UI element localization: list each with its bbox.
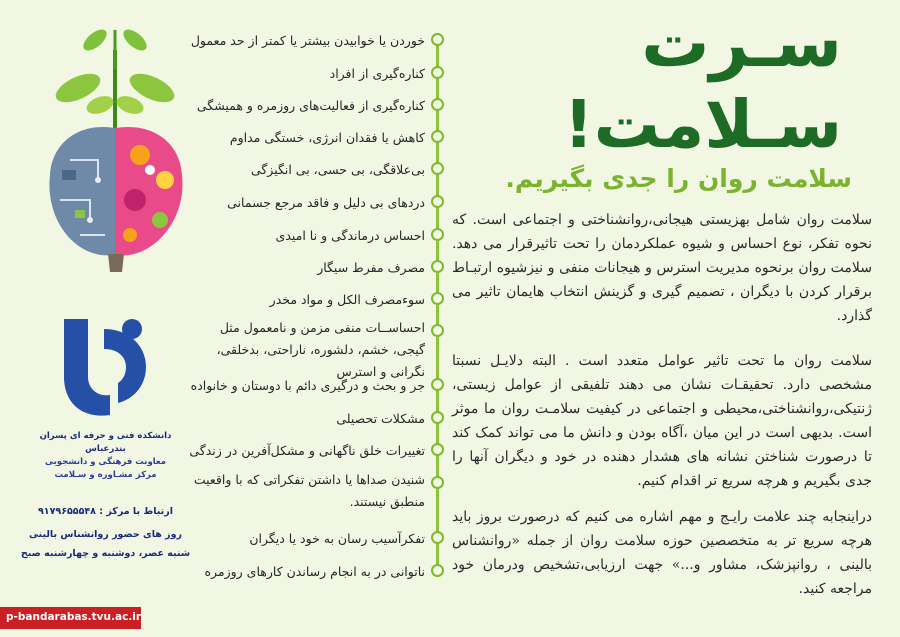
timeline-dot — [431, 228, 444, 241]
timeline-dot — [431, 33, 444, 46]
university-logo — [46, 307, 164, 425]
symptom-item: کاهش یا فقدان انرژی، خستگی مداوم — [229, 130, 425, 145]
timeline-dot — [431, 66, 444, 79]
symptom-item: تفکرآسیب رسان به خود یا دیگران — [249, 531, 425, 546]
title-line-1: سـرت — [641, 4, 842, 83]
paragraph-factors: سلامت روان ما تحت تاثیر عوامل متعدد است . البته دلایـل نسبتا مشخصی دارد. تحقیقـات نشان می دهند تلفیقی از عوامل زیستی، ژنتیکی،روانشناختی،محیطی و اجتماعی در کیفیت سلامـت روان ما موثر است. بدیهی است در این میان ،آگاه بودن و دانش ما می تواند کمک کند تا درصورت شناختن نشانه های هشدار دهنده در خود و دیگران آنها را جدی بگیریم و هرچه سریع تر اقدام کنیم. — [452, 353, 872, 489]
symptom-item: مشکلات تحصیلی — [336, 411, 425, 426]
symptom-item: تغییرات خلق ناگهانی و مشکل‌آفرین در زندگی — [189, 443, 425, 458]
symptom-item: خوردن یا خوابیدن بیشتر یا کمتر از حد معمول — [190, 33, 425, 48]
college-deputy: معاونت فرهنگی و دانشجویی — [44, 457, 166, 467]
poster-title — [563, 4, 842, 163]
symptom-item: مصرف مفرط سیگار — [317, 260, 425, 275]
psychologist-days: شنبه عصر، دوشنبه و چهارشنبه صبح — [20, 548, 191, 559]
college-info — [18, 430, 193, 482]
college-center: مرکز مشـاوره و سـلامت — [54, 470, 157, 480]
title-line-2: سـلامت! — [563, 86, 842, 163]
symptom-item: سوءمصرف الکل و مواد مخدر — [269, 292, 425, 307]
timeline-dot — [431, 476, 444, 489]
symptom-item: جر و بحث و درگیری دائم با دوستان و خانواده — [190, 378, 425, 393]
timeline-dot — [431, 98, 444, 111]
paragraph-referral: دراینجابه چند علامت رایـج و مهم اشاره می کنیم که درصورت بروز باید هرچه سریع تر به متخصصین حوزه سلامت روان از جمله «روانشناس بالینی ، روانپزشک، مشاور و...» جهت ارزیابی،تشخیص ودرمان خود مراجعه کنید. — [452, 509, 872, 597]
contact-info — [18, 506, 193, 559]
timeline-dot — [431, 260, 444, 273]
timeline-dot — [431, 195, 444, 208]
contact-phone: ارتباط با مرکز : ۹۱۷۹۶۵۵۵۴۸ — [38, 506, 173, 517]
timeline-dot — [431, 564, 444, 577]
college-name: دانشکده فنی و حرفه ای پسران بندرعباس — [39, 431, 172, 454]
psychologist-days-label: روز های حضور روانشناس بالینی — [28, 529, 183, 540]
timeline-dot — [431, 411, 444, 424]
symptom-item: شنیدن صداها یا داشتن تفکراتی که با واقعیت منطبق نیستند. — [193, 472, 425, 509]
timeline-dot — [431, 292, 444, 305]
symptom-item: ناتوانی در به انجام رساندن کارهای روزمره — [204, 564, 425, 579]
symptom-item: کناره‌گیری از فعالیت‌های روزمره و همیشگی — [196, 98, 425, 113]
timeline-dot — [431, 162, 444, 175]
poster-subtitle: سلامت روان را جدی بگیریم. — [505, 164, 852, 193]
symptom-item: کناره‌گیری از افراد — [329, 66, 425, 81]
website-url[interactable]: p-bandarabas.tvu.ac.ir — [0, 607, 141, 629]
timeline-dot — [431, 324, 444, 337]
brain-plant-illustration — [40, 10, 190, 280]
timeline-dot — [431, 378, 444, 391]
paragraph-definition: سلامت روان شامل بهزیستی هیجانی،روانشناختی و اجتماعی است. که نحوه تفکر، نوع احساس و شیوه عملکردمان را تحت تاثیرقرار می دهد. سلامت روان برنحوه مدیریت استرس و هیجانات منفی و نیزشیوه ارتبـاط برقرار کردن با دیگران ، تصمیم گیری و گزینش انتخاب هایمان تاثیر می گذارد. — [452, 212, 872, 324]
timeline-dot — [431, 443, 444, 456]
symptom-item: احساســات منفی مزمن و نامعمول مثل گیجی، خشم، دلشوره، ناراحتی، بدخلقی، نگرانی و استرس — [216, 320, 425, 379]
symptom-item: دردهای بی دلیل و فاقد مرجع جسمانی — [227, 195, 425, 210]
timeline-dot — [431, 130, 444, 143]
symptom-item: بی‌علاقگی، بی حسی، بی انگیزگی — [250, 162, 425, 177]
symptom-item: احساس درماندگی و نا امیدی — [275, 228, 425, 243]
timeline-dot — [431, 531, 444, 544]
timeline-line — [436, 40, 439, 570]
